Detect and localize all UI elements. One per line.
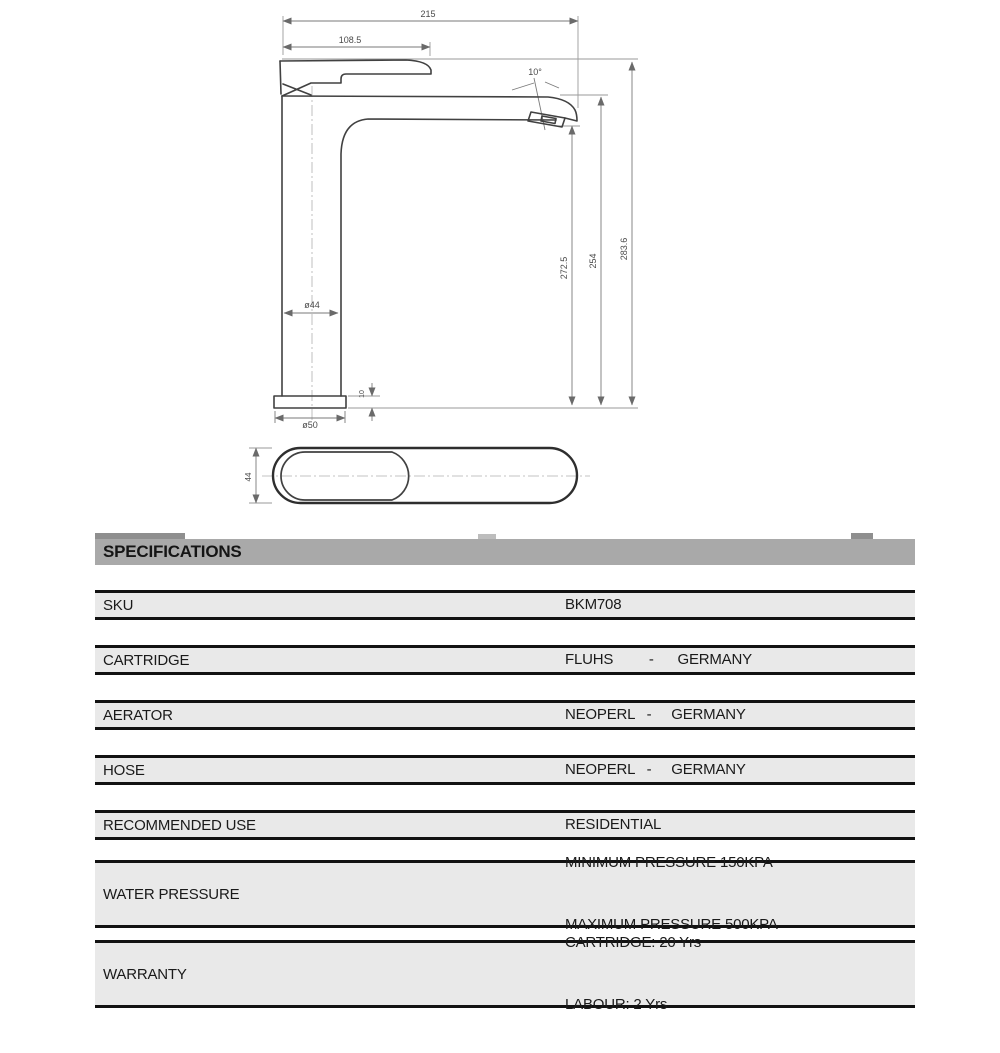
centerlines <box>262 86 590 476</box>
dim-spout-reach-label: 108.5 <box>338 35 362 45</box>
spec-value-line: CARTRIDGE: 20 Yrs <box>565 934 702 951</box>
dim-height-spout-label: 254 <box>588 253 598 269</box>
dim-angle-label: 10° <box>528 67 542 77</box>
spec-value-line: MAXIMUM PRESSURE 500KPA <box>565 916 778 933</box>
dim-body-diameter-label: ø44 <box>304 300 320 310</box>
spec-value-line: LABOUR: 2 Yrs <box>565 996 668 1013</box>
dim-total-width-label: 215 <box>420 9 436 19</box>
spec-value: FLUHS - GERMANY <box>565 651 752 668</box>
spec-label: HOSE <box>103 761 145 779</box>
spec-row-water-pressure <box>95 854 915 933</box>
spec-row-hose <box>95 755 915 785</box>
spec-row-aerator <box>95 700 915 730</box>
spec-row-sku <box>95 590 915 620</box>
spec-label: WATER PRESSURE <box>103 885 240 903</box>
spec-row-warranty <box>95 934 915 1013</box>
spec-label: SKU <box>103 596 134 614</box>
dim-height-spout-outlet-label: 272.5 <box>559 256 569 280</box>
faucet-bottom-view <box>273 448 577 503</box>
faucet-side-view <box>274 60 577 408</box>
dim-bottom-width-label: 44 <box>244 472 253 482</box>
spec-label: CARTRIDGE <box>103 651 190 669</box>
dim-base-diameter-label: ø50 <box>302 420 318 430</box>
spec-value-line: MINIMUM PRESSURE 150KPA <box>565 854 773 871</box>
spec-label: RECOMMENDED USE <box>103 816 256 834</box>
spec-value: NEOPERL - GERMANY <box>565 706 746 723</box>
dim-height-total-label: 283.6 <box>619 237 629 261</box>
dim-base-height-label: 10 <box>359 390 366 398</box>
spec-value: RESIDENTIAL <box>565 816 662 833</box>
spec-value: BKM708 <box>565 596 622 613</box>
spec-label: AERATOR <box>103 706 173 724</box>
spec-value: NEOPERL - GERMANY <box>565 761 746 778</box>
dimension-labels <box>244 9 629 481</box>
spec-row-cartridge <box>95 645 915 675</box>
spec-row-recommended-use <box>95 810 915 840</box>
specifications-header: SPECIFICATIONS <box>95 539 915 565</box>
spec-label: WARRANTY <box>103 965 187 983</box>
